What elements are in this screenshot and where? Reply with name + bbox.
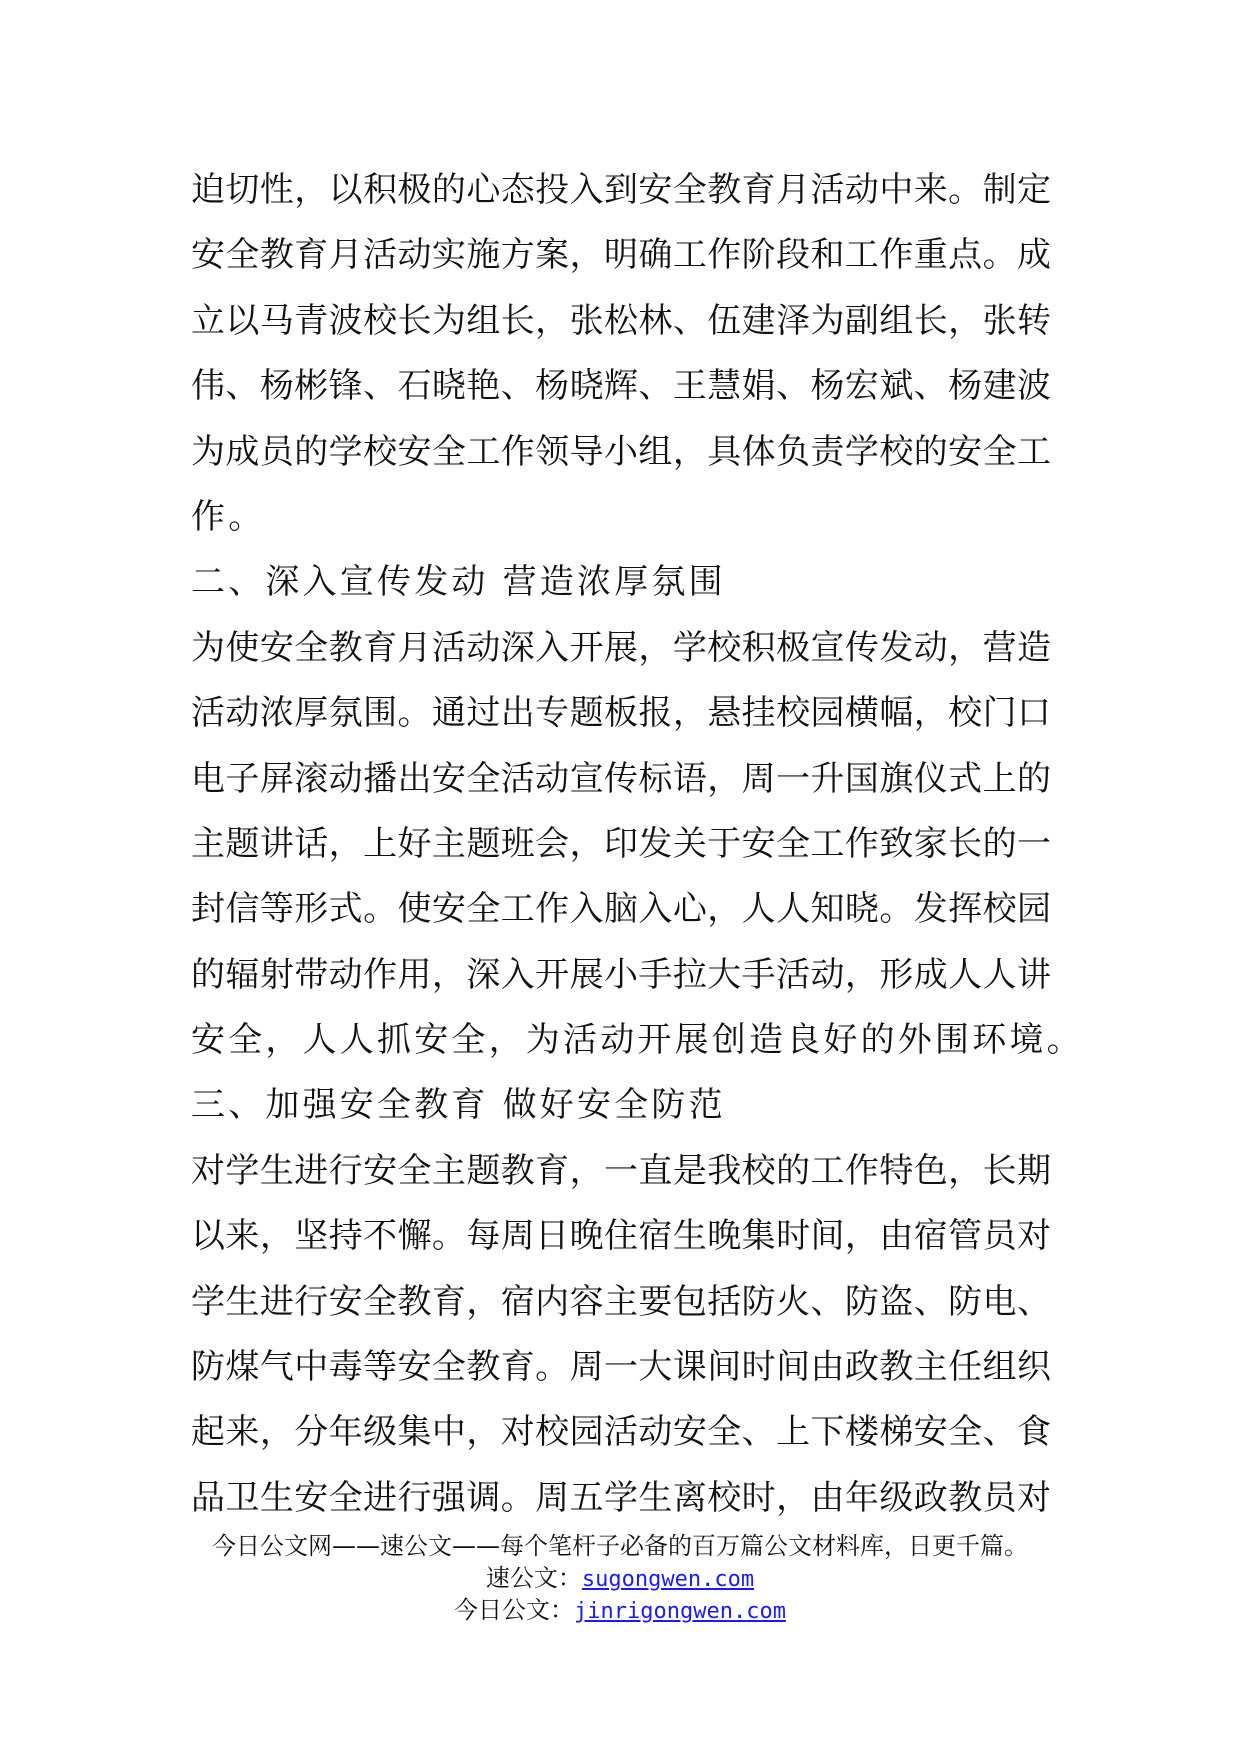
footer-site-1 xyxy=(0,1562,1240,1594)
text-line: 迫切性，以积极的心态投入到安全教育月活动中来。制定 xyxy=(191,170,1051,210)
text-line: 起来，分年级集中，对校园活动安全、上下楼梯安全、食 xyxy=(191,1412,1051,1453)
text-line: 安全教育月活动实施方案，明确工作阶段和工作重点。成 xyxy=(191,235,1051,276)
text-line: 的辐射带动作用，深入开展小手拉大手活动，形成人人讲 xyxy=(191,954,1051,995)
text-line: 为使安全教育月活动深入开展，学校积极宣传发动，营造 xyxy=(191,627,1051,668)
footer-site-2-label: 今日公文： xyxy=(454,1596,575,1624)
text-line: 安全，人人抓安全，为活动开展创造良好的外围环境。 xyxy=(191,1020,1084,1061)
text-line: 学生进行安全教育，宿内容主要包括防火、防盗、防电、 xyxy=(191,1281,1051,1322)
text-line: 作。 xyxy=(191,496,266,537)
text-line: 活动浓厚氛围。通过出专题板报，悬挂校园横幅，校门口 xyxy=(191,693,1051,734)
footer-site-1-link[interactable]: sugongwen.com xyxy=(581,1567,755,1592)
text-line: 立以马青波校长为组长，张松林、伍建泽为副组长，张转 xyxy=(191,300,1051,341)
footer-tagline: 今日公文网——速公文——每个笔杆子必备的百万篇公文材料库，日更千篇。 xyxy=(212,1532,1028,1560)
section-heading: 三、加强安全教育 做好安全防范 xyxy=(191,1085,726,1126)
text-line: 主题讲话，上好主题班会，印发关于安全工作致家长的一 xyxy=(191,823,1051,864)
text-line: 为成员的学校安全工作领导小组，具体负责学校的安全工 xyxy=(191,431,1051,472)
text-line: 伟、杨彬锋、石晓艳、杨晓辉、王慧娟、杨宏斌、杨建波 xyxy=(191,366,1051,407)
section-heading: 二、深入宣传发动 营造浓厚氛围 xyxy=(191,562,726,603)
document-body xyxy=(191,158,1084,1531)
footer-site-2 xyxy=(0,1594,1240,1626)
text-line: 封信等形式。使安全工作入脑入心，人人知晓。发挥校园 xyxy=(191,889,1051,930)
text-line: 品卫生安全进行强调。周五学生离校时，由年级政教员对 xyxy=(191,1477,1051,1518)
text-line: 以来，坚持不懈。每周日晚住宿生晚集时间，由宿管员对 xyxy=(191,1216,1051,1257)
footer-site-2-link[interactable]: jinrigongwen.com xyxy=(574,1599,786,1624)
text-line: 电子屏滚动播出安全活动宣传标语，周一升国旗仪式上的 xyxy=(191,758,1051,799)
footer-site-1-label: 速公文： xyxy=(485,1564,582,1592)
page-footer xyxy=(0,1530,1240,1626)
text-line: 防煤气中毒等安全教育。周一大课间时间由政教主任组织 xyxy=(191,1347,1051,1388)
text-line: 对学生进行安全主题教育，一直是我校的工作特色，长期 xyxy=(191,1150,1051,1191)
